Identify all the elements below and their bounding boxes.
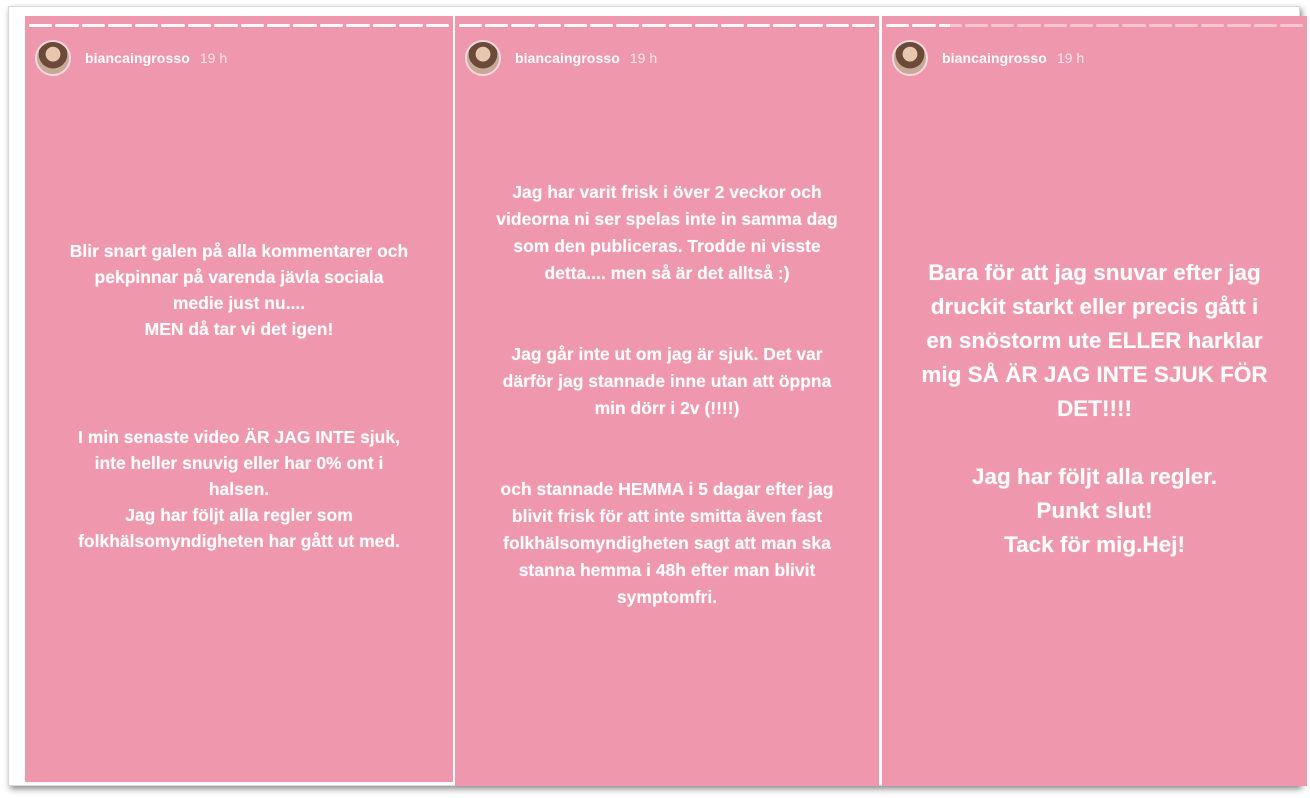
progress-segment	[241, 24, 264, 27]
progress-segment	[1070, 24, 1093, 27]
progress-segment-fill	[82, 24, 105, 27]
progress-segment-fill	[564, 24, 587, 27]
progress-segment-fill	[161, 24, 184, 27]
progress-segment-fill	[886, 24, 909, 27]
progress-segment	[1175, 24, 1198, 27]
story-progress-bar	[459, 24, 875, 27]
progress-segment	[695, 24, 718, 27]
progress-segment	[511, 24, 534, 27]
progress-segment	[747, 24, 770, 27]
progress-segment-fill	[747, 24, 770, 27]
progress-segment	[965, 24, 988, 27]
progress-segment	[799, 24, 822, 27]
progress-segment-fill	[799, 24, 822, 27]
story-header	[892, 38, 1297, 78]
story-panel-3[interactable]	[882, 16, 1307, 786]
progress-segment-fill	[267, 24, 290, 27]
progress-segment-fill	[459, 24, 482, 27]
story-progress-bar	[886, 24, 1303, 27]
progress-segment	[1017, 24, 1040, 27]
progress-segment	[82, 24, 105, 27]
progress-segment	[320, 24, 343, 27]
progress-segment	[55, 24, 78, 27]
progress-segment	[538, 24, 561, 27]
progress-segment	[1044, 24, 1067, 27]
avatar[interactable]	[35, 40, 71, 76]
progress-segment	[564, 24, 587, 27]
progress-segment	[721, 24, 744, 27]
progress-segment-fill	[852, 24, 875, 27]
username[interactable]: biancaingrosso	[85, 50, 190, 66]
username[interactable]: biancaingrosso	[515, 50, 620, 66]
progress-segment	[1254, 24, 1277, 27]
progress-segment	[267, 24, 290, 27]
progress-segment	[886, 24, 909, 27]
progress-segment	[485, 24, 508, 27]
avatar[interactable]	[465, 40, 501, 76]
progress-segment-fill	[346, 24, 369, 27]
progress-segment-fill	[511, 24, 534, 27]
progress-segment-fill	[721, 24, 744, 27]
progress-segment	[1227, 24, 1250, 27]
progress-segment	[399, 24, 422, 27]
progress-segment	[135, 24, 158, 27]
story-header	[465, 38, 869, 78]
progress-segment-fill	[108, 24, 131, 27]
progress-segment	[293, 24, 316, 27]
progress-segment	[29, 24, 52, 27]
progress-segment-fill	[590, 24, 613, 27]
progress-segment-fill	[399, 24, 422, 27]
progress-segment	[590, 24, 613, 27]
progress-segment-fill	[642, 24, 665, 27]
progress-segment	[773, 24, 796, 27]
progress-segment	[346, 24, 369, 27]
story-text-paragraph-3: och stannade HEMMA i 5 dagar efter jag blivit frisk för att inte smitta även fast folkhälsomyndigheten sagt att man ska stanna hemma i 48h efter man blivit symptomfri.	[500, 479, 834, 607]
progress-segment-fill	[485, 24, 508, 27]
progress-segment-fill	[912, 24, 935, 27]
progress-segment-fill	[616, 24, 639, 27]
story-header	[35, 38, 443, 78]
progress-segment-fill	[538, 24, 561, 27]
progress-segment-fill	[826, 24, 849, 27]
progress-segment	[616, 24, 639, 27]
progress-segment	[426, 24, 449, 27]
progress-segment	[1096, 24, 1119, 27]
post-time: 19 h	[629, 50, 658, 66]
progress-segment	[108, 24, 131, 27]
progress-segment	[459, 24, 482, 27]
progress-segment-fill	[29, 24, 52, 27]
progress-segment-fill	[55, 24, 78, 27]
progress-segment	[991, 24, 1014, 27]
progress-segment-fill	[669, 24, 692, 27]
progress-segment	[939, 24, 962, 27]
progress-segment-fill	[188, 24, 211, 27]
progress-segment	[1201, 24, 1224, 27]
progress-segment-fill	[695, 24, 718, 27]
screenshot-collage-frame	[8, 6, 1300, 786]
progress-segment	[373, 24, 396, 27]
avatar[interactable]	[892, 40, 928, 76]
progress-segment	[161, 24, 184, 27]
story-text-paragraph-2: Jag går inte ut om jag är sjuk. Det var därför jag stannade inne utan att öppna min dörr i 2v (!!!!)	[502, 344, 832, 418]
progress-segment	[1280, 24, 1303, 27]
progress-segment	[1149, 24, 1172, 27]
username[interactable]: biancaingrosso	[942, 50, 1047, 66]
progress-segment	[669, 24, 692, 27]
progress-segment-fill	[426, 24, 449, 27]
progress-segment	[826, 24, 849, 27]
progress-segment	[214, 24, 237, 27]
progress-segment-fill	[773, 24, 796, 27]
progress-segment	[642, 24, 665, 27]
progress-segment	[188, 24, 211, 27]
progress-segment	[1122, 24, 1145, 27]
story-text-paragraph-2: I min senaste video ÄR JAG INTE sjuk, inte heller snuvig eller har 0% ont i halsen. Jag har följt alla regler som folkhälsomyndigheten har gått ut med.	[78, 427, 400, 551]
progress-segment-fill	[241, 24, 264, 27]
progress-segment-fill	[214, 24, 237, 27]
story-text-paragraph-1: Bara för att jag snuvar efter jag druckit starkt eller precis gått i en snöstorm ute ELLER harklar mig SÅ ÄR JAG INTE SJUK FÖR DET!!!!	[921, 260, 1268, 421]
progress-segment-fill	[373, 24, 396, 27]
story-text-paragraph-2: Jag har följt alla regler. Punkt slut! Tack för mig.Hej!	[971, 464, 1218, 557]
progress-segment	[912, 24, 935, 27]
story-panel-1[interactable]	[25, 16, 453, 782]
story-panel-2[interactable]	[455, 16, 879, 786]
progress-segment-fill	[939, 24, 951, 27]
story-text-paragraph-1: Blir snart galen på alla kommentarer och pekpinnar på varenda jävla sociala medie just nu.... MEN då tar vi det igen!	[69, 241, 409, 339]
progress-segment-fill	[135, 24, 158, 27]
post-time: 19 h	[1056, 50, 1085, 66]
story-text-paragraph-1: Jag har varit frisk i över 2 veckor och videorna ni ser spelas inte in samma dag som den publiceras. Trodde ni visste detta.... men så är det alltså :)	[496, 182, 838, 283]
progress-segment-fill	[320, 24, 343, 27]
story-progress-bar	[29, 24, 449, 27]
post-time: 19 h	[199, 50, 228, 66]
progress-segment	[852, 24, 875, 27]
progress-segment-fill	[293, 24, 316, 27]
